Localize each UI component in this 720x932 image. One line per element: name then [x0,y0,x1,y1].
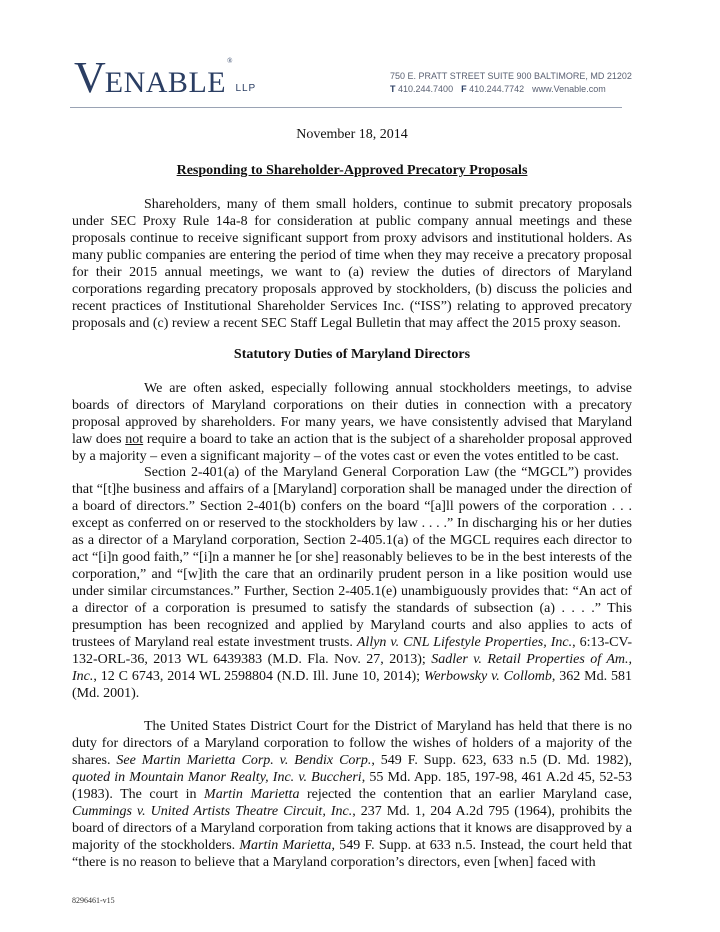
paragraph-district-court: The United States District Court for the District of Maryland has held that there is no duty for directors of a Maryland corporation to follow the wishes of holders of a majority of the shares. See Martin Marietta Corp. v. Bendix Corp., 549 F. Supp. 623, 633 n.5 (D. Md. 1982), quoted in Mountain Manor Realty, Inc. v. Buccheri, 55 Md. App. 185, 197-98, 461 A.2d 45, 52-53 (1983). The court in Martin Marietta rejected the contention that an earlier Maryland case, Cummings v. United Artists Theatre Circuit, Inc., 237 Md. 1, 204 A.2d 795 (1964), prohibits the board of directors of a Maryland corporation from taking actions that it knows are disapproved by a majority of the stockholders. Martin Marietta, 549 F. Supp. at 633 n.5. Instead, the court held that “there is no reason to believe that a Maryland corporation’s directors, even [when] faced with [72,719,633,870]
case-citation: Sadler v. Retail Properties of Am., Inc. [72,652,633,684]
memo-title: Responding to Shareholder-Approved Precatory Proposals [176,163,528,178]
letterhead [70,50,632,108]
case-citation: Allyn v. CNL Lifestyle Properties, Inc. [356,635,573,650]
document-id-footer: 8296461-v15 [72,896,115,905]
venable-logo: VENABLE®LLP [74,53,257,102]
case-citation: See Martin Marietta Corp. v. Bendix Corp. [116,753,372,768]
case-citation: quoted in Mountain Manor Realty, Inc. v. Buccheri [72,770,362,785]
section-heading: Statutory Duties of Maryland Directors [233,347,471,362]
letterhead-address [390,70,632,96]
paragraph-duties: We are often asked, especially following annual stockholders meetings, to advise boards of directors of Maryland corporations on their duties in connection with a precatory proposal approved by shareholders. For many years, we have consistently advised that Maryland law does not require a board to take an action that is the subject of a shareholder proposal approved by a majority – even a significant majority – of the votes cast or even the votes entitled to be cast. [72,381,632,464]
case-citation: Werbowsky v. Collomb [423,669,552,684]
memo-date: November 18, 2014 [296,127,408,142]
contact-line: T 410.244.7400 F 410.244.7742 www.Venable.com [390,84,606,94]
paragraph-mgcl: Section 2-401(a) of the Maryland General Corporation Law (the “MGCL”) provides that “[t]he business and affairs of a [Maryland] corporation shall be managed under the direction of a board of directors.” Section 2-401(b) confers on the board “[a]ll powers of the corporation . . . except as conferred on or reserved to the stockholders by law . . . .” In discharging his or her duties as a director of a Maryland corporation, Section 2-405.1(a) of the MGCL requires each director to act “[i]n good faith,” “[i]n a manner he [or she] reasonably believes to be in the best interests of the corporation,” and “[w]ith the care that an ordinarily prudent person in a like position would use under similar circumstances.” Further, Section 2-405.1(e) unambiguously provides that: “An act of a director of a corporation is presumed to satisfy the standards of subsection (a) . . . .” This presumption has been recognized and applied by Maryland courts and also applies to acts of trustees of Maryland real estate investment trusts. Allyn v. CNL Lifestyle Properties, Inc., 6:13-CV-132-ORL-36, 2013 WL 6439383 (M.D. Fla. Nov. 27, 2013); Sadler v. Retail Properties of Am., Inc., 12 C 6743, 2014 WL 2598804 (N.D. Ill. June 10, 2014); Werbowsky v. Collomb, 362 Md. 581 (Md. 2001). [72,465,633,701]
case-citation: Martin Marietta [239,838,332,853]
address-line: 750 E. PRATT STREET SUITE 900 BALTIMORE, MD 21202 [390,71,632,81]
website-link[interactable]: www.Venable.com [532,84,606,94]
case-citation: Martin Marietta [204,787,300,802]
emphasis-not: not [125,432,144,447]
intro-paragraph: Shareholders, many of them small holders, continue to submit precatory proposals under SEC Proxy Rule 14a-8 for consideration at public company annual meetings and these proposals continue to receive significant support from proxy advisors and institutional holders. As many public companies are entering the period of time when they may receive a precatory proposal for their 2015 annual meetings, we want to (a) review the duties of directors of Maryland corporations regarding precatory proposals approved by stockholders, (b) discuss the policies and recent practices of Institutional Shareholder Services Inc. (“ISS”) relating to approved precatory proposals and (c) review a recent SEC Staff Legal Bulletin that may affect the 2015 proxy season. [72,197,632,331]
letterhead-divider [70,107,622,108]
case-citation: Cummings v. United Artists Theatre Circuit, Inc. [72,804,353,819]
